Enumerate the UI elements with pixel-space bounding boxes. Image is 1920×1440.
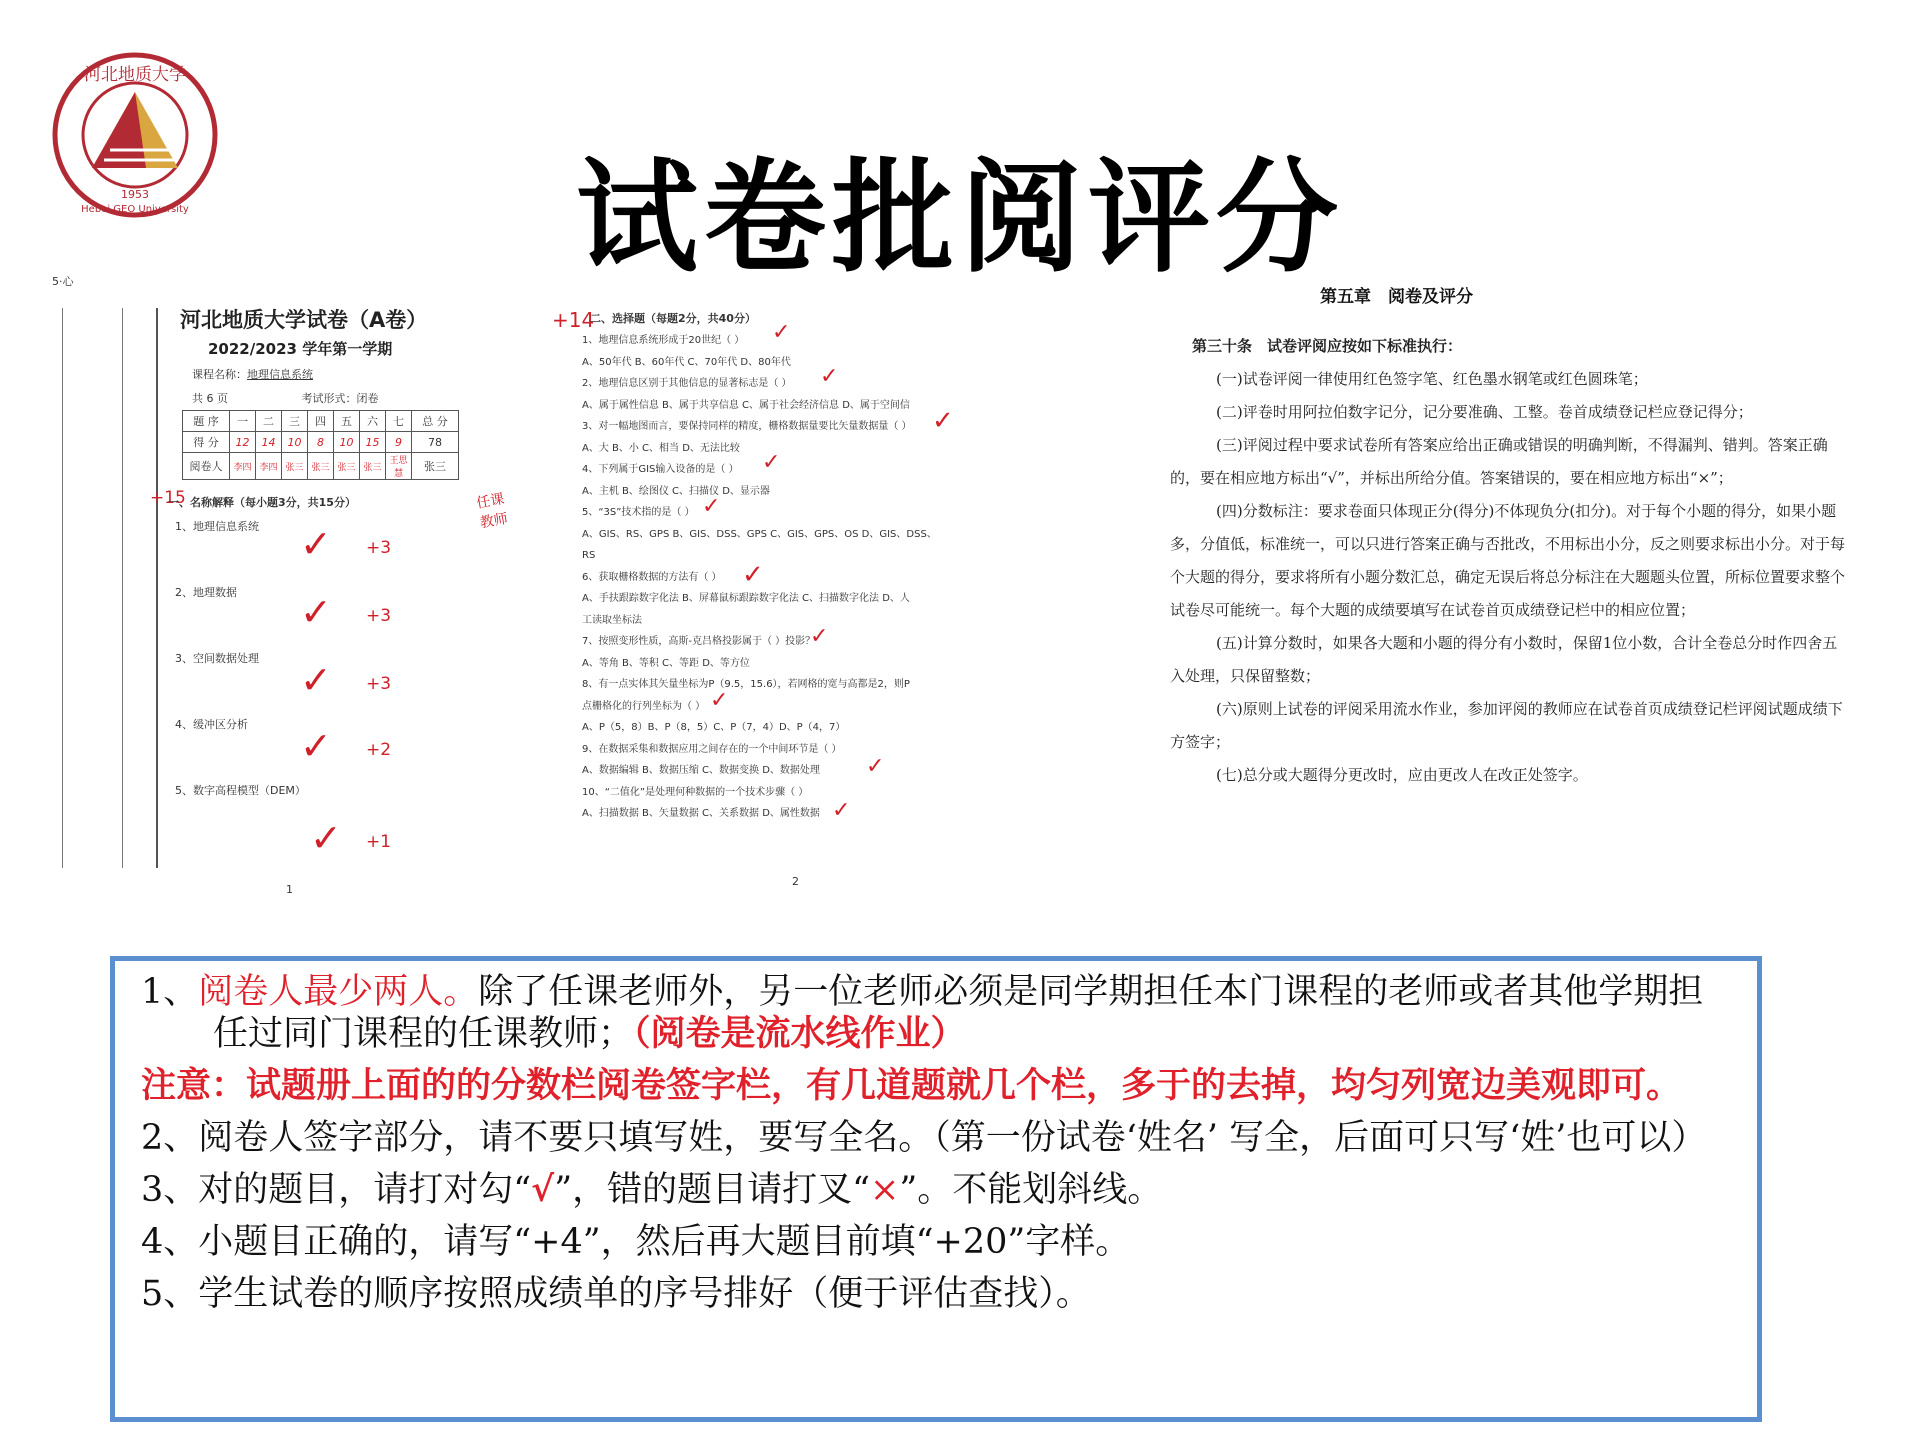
note-highlight: 阅卷人最少两人。: [198, 972, 479, 1012]
chapter-heading: 第五章 阅卷及评分: [1320, 287, 1473, 307]
regulation-item: (七)总分或大题得分更改时，应由更改人在改正处签字。: [1216, 766, 1588, 784]
check-icon: ✓: [820, 364, 839, 389]
pages-line: [192, 390, 379, 406]
note-number: 1、: [141, 972, 199, 1012]
table-cell: 三: [282, 411, 308, 432]
check-icon: ✓: [300, 522, 332, 566]
logo-chinese-name: 河北地质大学: [84, 65, 186, 85]
table-cell: 总 分: [412, 411, 459, 432]
section-score-2: +14: [552, 308, 595, 332]
corner-mark: 5·心: [52, 275, 74, 288]
check-icon: ✓: [702, 494, 721, 519]
list-item: 9、在数据采集和数据应用之间存在的一个中间环节是（ ）: [582, 743, 842, 755]
question-mark-2: +3: [366, 606, 392, 626]
note-2: 2、阅卷人签字部分，请不要只填写姓，要写全名。（第一份试卷‘姓名’ 写全，后面可只写‘姓’也可以）: [141, 1118, 1707, 1158]
check-icon: ✓: [762, 450, 781, 475]
note-text: 3、对的题目，请打对勾“: [141, 1170, 532, 1210]
regulation-item: (五)计算分数时，如果各大题和小题的得分有小数时，保留1位小数，合计全卷总分时作四舍五入处理，只保留整数；: [1170, 634, 1838, 685]
exam-title: 河北地质大学试卷（A卷）: [180, 308, 428, 332]
exam-form-label: 考试形式：: [301, 392, 357, 405]
list-item: 6、获取栅格数据的方法有（ ）: [582, 571, 722, 583]
course-label: 课程名称：: [192, 368, 247, 381]
table-cell: 七: [386, 411, 412, 432]
question-mark-3: +3: [366, 674, 392, 694]
cross-icon: ×: [869, 1170, 900, 1210]
check-icon: ✓: [832, 798, 851, 823]
page-number-1: 1: [286, 883, 293, 896]
course-value: 地理信息系统: [247, 368, 313, 381]
score-table-score-row: [183, 432, 459, 453]
note-1: [141, 971, 1731, 1055]
check-icon: ✓: [810, 624, 829, 649]
list-item: 10、“二值化”是处理何种数据的一个技术步骤（ ）: [582, 786, 809, 798]
table-cell: 12: [230, 432, 256, 453]
check-icon: ✓: [300, 658, 332, 702]
table-cell: 14: [256, 432, 282, 453]
table-cell: 张三: [360, 453, 386, 480]
regulation-item: (四)分数标注：要求卷面只体现正分(得分)不体现负分(扣分)。对于每个小题的得分，如果小题多，分值低，标准统一，可以只进行答案正确与否批改，不用标出小分，反之则要求标出小分。对于每个大题的得分，要求将所有小题分数汇总，确定无误后将总分标注在大题题头位置，所标位置要求整个试卷尽可能统一。每个大题的成绩要填写在试卷首页成绩登记栏中的相应位置；: [1170, 502, 1846, 619]
list-item: RS: [582, 550, 596, 561]
table-cell: 阅卷人: [183, 453, 230, 480]
question-5: 5、数字高程模型（DEM）: [175, 784, 306, 797]
check-icon: ✓: [866, 754, 885, 779]
list-item: 7、按照变形性质，高斯-克吕格投影属于（ ）投影？: [582, 636, 816, 647]
grader-note: 任课教师: [475, 491, 510, 532]
exam-term: 2022/2023 学年第一学期: [208, 340, 393, 358]
table-cell: 10: [334, 432, 360, 453]
list-item: 2、地理信息区别于其他信息的显著标志是（ ）: [582, 378, 792, 389]
question-3: 3、空间数据处理: [175, 652, 259, 665]
grading-notes-box: [110, 956, 1762, 1422]
table-cell: 王思慧: [386, 453, 412, 480]
note-highlight: （阅卷是流水线作业）: [633, 1013, 966, 1054]
question-1: 1、地理信息系统: [175, 520, 259, 533]
table-cell: 张三: [308, 453, 334, 480]
exam-form-value: 闭卷: [356, 392, 379, 405]
regulation-item: (一)试卷评阅一律使用红色签字笔、红色墨水钢笔或红色圆珠笔；: [1216, 370, 1648, 388]
score-table-grader-row: [183, 453, 459, 480]
table-cell: 一: [230, 411, 256, 432]
table-cell: 六: [360, 411, 386, 432]
check-icon: ✓: [710, 688, 729, 713]
list-item: A、50年代 B、60年代 C、70年代 D、80年代: [582, 356, 791, 368]
section-title-2: 二、选择题（每题2分，共40分）: [590, 312, 756, 325]
section-score-1: +15: [150, 488, 186, 508]
exam-sheet-page-1: [52, 272, 510, 896]
note-text: ”。不能划斜线。: [899, 1170, 1163, 1210]
list-item: A、P（5，8）B、P（8，5）C、P（7，4）D、P（4，7）: [582, 722, 846, 733]
table-cell: 五: [334, 411, 360, 432]
note-4: 4、小题目正确的，请写“+4”，然后再大题目前填“+20”字样。: [141, 1222, 1131, 1262]
question-mark-5: +1: [366, 832, 392, 852]
table-cell: 四: [308, 411, 334, 432]
table-cell: 78: [412, 432, 459, 453]
check-icon: ✓: [300, 590, 332, 634]
table-cell: 李四: [230, 453, 256, 480]
course-line: [192, 366, 313, 382]
question-4: 4、缓冲区分析: [175, 718, 248, 731]
article-text: [1170, 330, 1850, 792]
binding-line-middle: [122, 308, 123, 868]
list-item: A、GIS、RS、GPS B、GIS、DSS、GPS C、GIS、GPS、OS D、GIS、DSS、: [582, 528, 937, 540]
table-cell: 张三: [282, 453, 308, 480]
binding-line-right: [156, 308, 158, 868]
table-cell: 10: [282, 432, 308, 453]
list-item: A、属于属性信息 B、属于共享信息 C、属于社会经济信息 D、属于空间信: [582, 399, 910, 411]
list-item: 5、“3S”技术指的是（ ）: [582, 507, 695, 518]
regulation-document: [1120, 272, 1880, 912]
exam-sheet-page-2: [540, 272, 970, 888]
check-icon: ✓: [772, 320, 791, 345]
table-cell: 张三: [334, 453, 360, 480]
note-attention: 注意：试题册上面的的分数栏阅卷签字栏，有几道题就几个栏，多于的去掉，均匀列宽边美观即可。: [141, 1065, 1682, 1106]
table-cell: 9: [386, 432, 412, 453]
score-table: [182, 410, 459, 480]
table-cell: 得 分: [183, 432, 230, 453]
list-item: 工读取坐标法: [582, 614, 642, 626]
check-icon: ✓: [742, 560, 764, 590]
check-icon: ✓: [932, 406, 954, 436]
list-item: A、手扶跟踪数字化法 B、屏幕鼠标跟踪数字化法 C、扫描数字化法 D、人: [582, 593, 910, 604]
table-cell: 二: [256, 411, 282, 432]
list-item: 4、下列属于GIS输入设备的是（ ）: [582, 464, 739, 475]
question-mark-1: +3: [366, 538, 392, 558]
question-mark-4: +2: [366, 740, 392, 760]
list-item: A、主机 B、绘图仪 C、扫描仪 D、显示器: [582, 485, 770, 497]
list-item: A、等角 B、等积 C、等距 D、等方位: [582, 657, 750, 669]
table-cell: 8: [308, 432, 334, 453]
note-text: 除了任课老师外，另一位老师必须是同学期担任本门课程的老师或者其他学期担任过同门课程的任课教师；: [213, 972, 1704, 1054]
list-item: 点栅格化的行列坐标为（ ）: [582, 700, 706, 712]
check-icon: ✓: [300, 724, 332, 768]
table-cell: 张三: [412, 453, 459, 480]
article-title: 第三十条 试卷评阅应按如下标准执行：: [1192, 337, 1463, 355]
logo-english-name: Hebei GEO University: [81, 204, 189, 215]
page-number-2: 2: [792, 875, 799, 888]
question-2: 2、地理数据: [175, 586, 237, 599]
list-item: A、扫描数据 B、矢量数据 C、关系数据 D、属性数据: [582, 808, 820, 819]
note-3: [141, 1169, 1731, 1211]
regulation-item: (二)评卷时用阿拉伯数字记分，记分要准确、工整。卷首成绩登记栏应登记得分；: [1216, 403, 1753, 421]
check-icon: √: [531, 1169, 555, 1210]
list-item: 8、有一点实体其矢量坐标为P（9.5，15.6），若网格的宽与高都是2，则P: [582, 679, 910, 690]
table-cell: 李四: [256, 453, 282, 480]
list-item: 3、对一幅地图而言，要保持同样的精度，栅格数据量要比矢量数据量（ ）: [582, 421, 912, 432]
note-text: ”，错的题目请打叉“: [554, 1170, 870, 1210]
list-item: A、数据编辑 B、数据压缩 C、数据变换 D、数据处理: [582, 765, 820, 776]
logo-year: 1953: [121, 188, 149, 201]
list-item: A、大 B、小 C、相当 D、无法比较: [582, 442, 740, 454]
page-title: 试卷批阅评分: [576, 147, 1344, 289]
table-cell: 15: [360, 432, 386, 453]
page-count: 共 6 页: [192, 392, 228, 405]
regulation-item: (三)评阅过程中要求试卷所有答案应给出正确或错误的明确判断，不得漏判、错判。答案正确的，要在相应地方标出“√”，并标出所给分值。答案错误的，要在相应地方标出“×”；: [1170, 436, 1828, 487]
list-item: 1、地理信息系统形成于20世纪（ ）: [582, 335, 745, 346]
note-5: 5、学生试卷的顺序按照成绩单的序号排好（便于评估查找）。: [141, 1274, 1091, 1314]
check-icon: ✓: [310, 816, 342, 860]
regulation-item: (六)原则上试卷的评阅采用流水作业，参加评阅的教师应在试卷首页成绩登记栏评阅试题成绩下方签字；: [1170, 700, 1843, 751]
binding-line-left: [62, 308, 63, 868]
section-title-1: 一、名称解释（每小题3分，共15分）: [168, 496, 356, 509]
table-cell: 题 序: [183, 411, 230, 432]
score-table-header-row: [183, 411, 459, 432]
